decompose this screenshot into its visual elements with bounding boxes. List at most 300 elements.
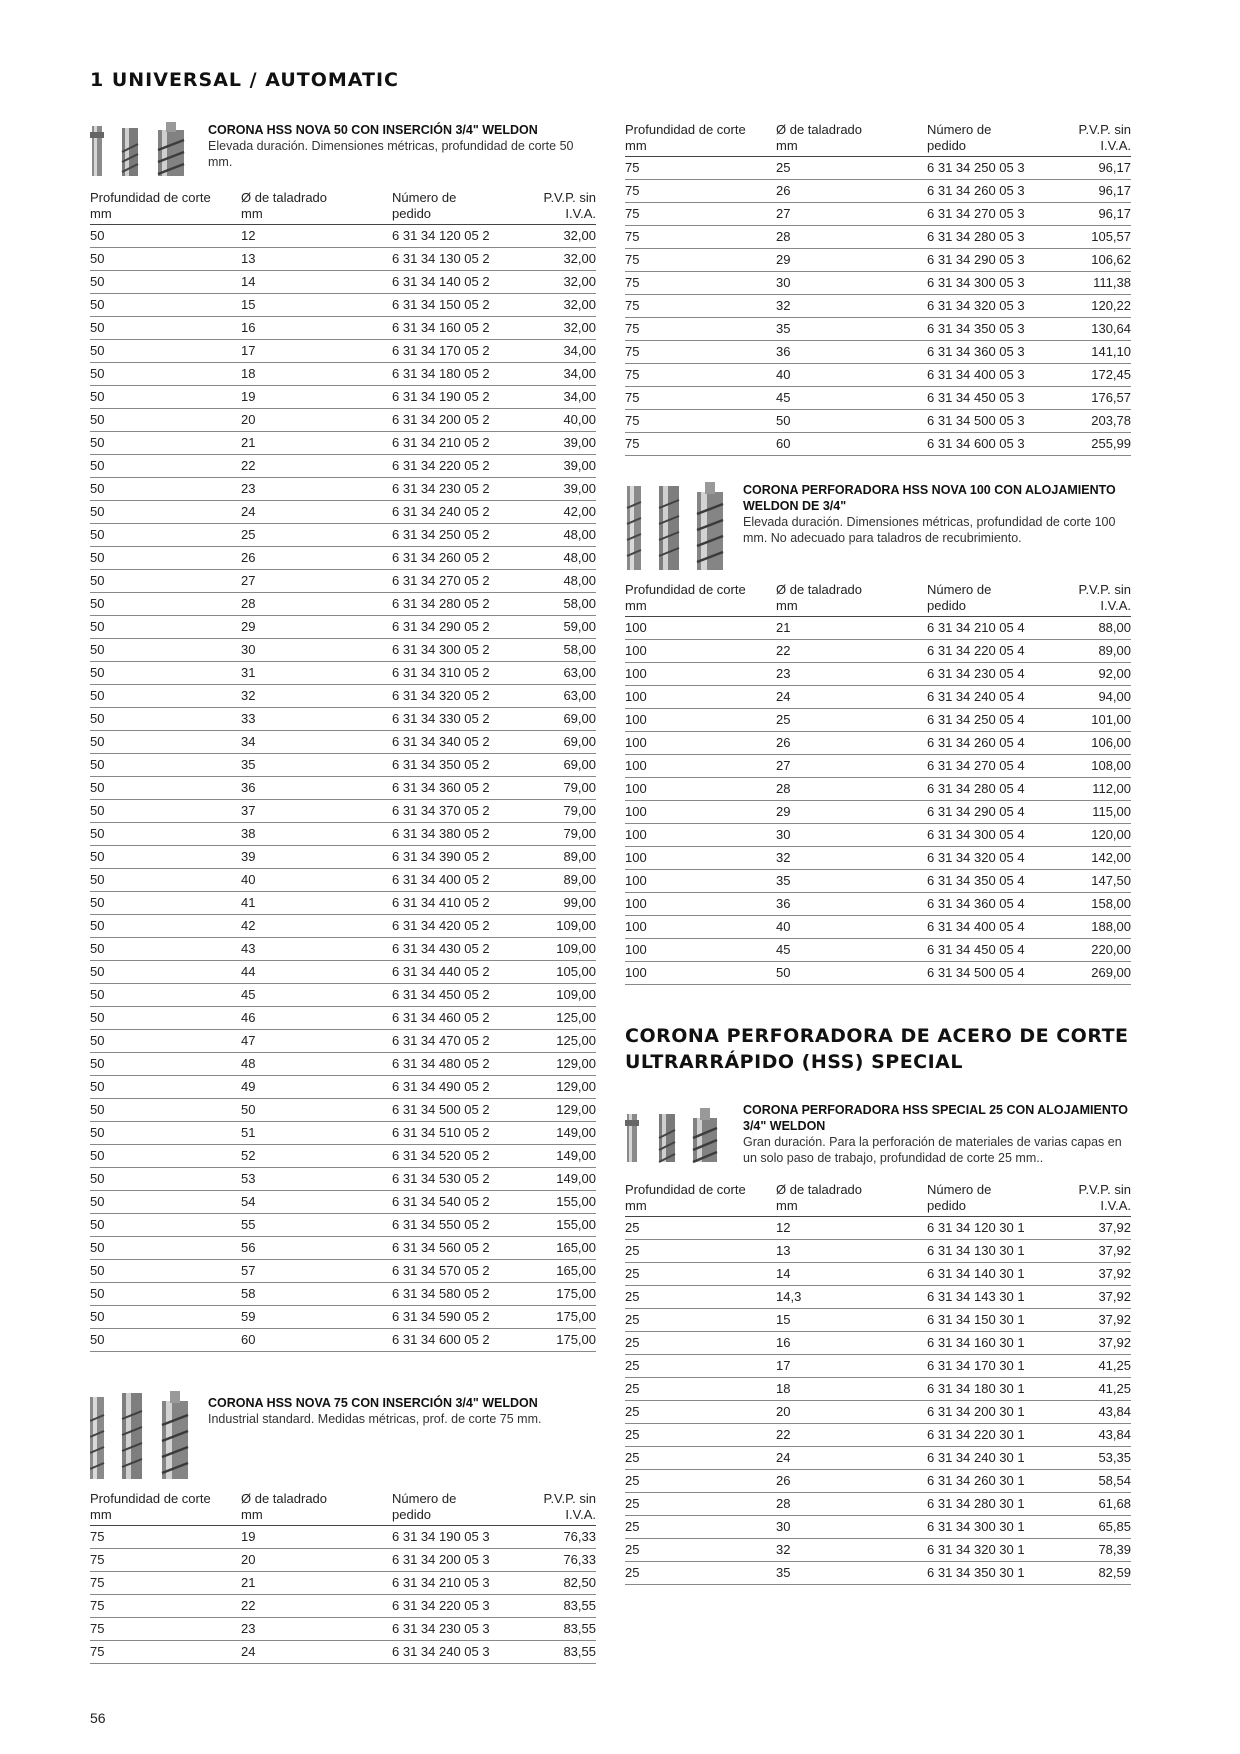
cell-order-number: 6 31 34 320 05 3 <box>927 295 1045 318</box>
cell-diameter: 35 <box>776 318 927 341</box>
table-row <box>625 249 1131 272</box>
cell-depth: 50 <box>90 593 241 616</box>
cell-depth: 50 <box>90 386 241 409</box>
cell-price: 82,59 <box>1045 1562 1131 1585</box>
table-row <box>625 1493 1131 1516</box>
cell-price: 129,00 <box>510 1053 596 1076</box>
cell-depth: 50 <box>90 800 241 823</box>
cell-order-number: 6 31 34 290 05 2 <box>392 616 510 639</box>
cell-diameter: 19 <box>241 1526 392 1549</box>
header-order: Número de <box>392 1491 457 1506</box>
cell-diameter: 40 <box>776 916 927 939</box>
cell-order-number: 6 31 34 550 05 2 <box>392 1214 510 1237</box>
product-header <box>90 1391 596 1491</box>
table-row <box>90 478 596 501</box>
cell-depth: 50 <box>90 1329 241 1352</box>
cell-price: 58,00 <box>510 593 596 616</box>
table-row <box>625 1424 1131 1447</box>
cell-diameter: 30 <box>776 824 927 847</box>
cell-diameter: 19 <box>241 386 392 409</box>
cell-depth: 75 <box>625 157 776 180</box>
cell-price: 155,00 <box>510 1214 596 1237</box>
cell-order-number: 6 31 34 240 05 4 <box>927 686 1045 709</box>
table-row <box>625 1217 1131 1240</box>
product-block-nova-100 <box>625 482 1131 985</box>
header-price: P.V.P. sin I.V.A. <box>1045 1182 1131 1217</box>
cell-price: 63,00 <box>510 662 596 685</box>
cell-depth: 75 <box>625 364 776 387</box>
cell-price: 89,00 <box>510 846 596 869</box>
core-drill-image <box>625 482 735 574</box>
cell-price: 105,00 <box>510 961 596 984</box>
cell-diameter: 33 <box>241 708 392 731</box>
cell-diameter: 14 <box>776 1263 927 1286</box>
cell-price: 165,00 <box>510 1260 596 1283</box>
table-row <box>90 225 596 248</box>
cell-order-number: 6 31 34 220 30 1 <box>927 1424 1045 1447</box>
header-price: P.V.P. sin I.V.A. <box>510 1491 596 1526</box>
cell-order-number: 6 31 34 260 05 2 <box>392 547 510 570</box>
product-title: CORONA HSS NOVA 75 CON INSERCIÓN 3/4" WELDON <box>208 1396 538 1410</box>
cell-order-number: 6 31 34 360 05 4 <box>927 893 1045 916</box>
cell-diameter: 29 <box>241 616 392 639</box>
cell-depth: 50 <box>90 1076 241 1099</box>
cell-price: 188,00 <box>1045 916 1131 939</box>
table-row <box>625 939 1131 962</box>
cell-order-number: 6 31 34 450 05 3 <box>927 387 1045 410</box>
core-drill-image <box>90 1391 200 1483</box>
core-drill-image <box>90 122 200 182</box>
cell-order-number: 6 31 34 460 05 2 <box>392 1007 510 1030</box>
cell-price: 53,35 <box>1045 1447 1131 1470</box>
cell-depth: 50 <box>90 961 241 984</box>
header-diameter: Ø de taladrado <box>241 190 328 205</box>
cell-depth: 25 <box>625 1332 776 1355</box>
cell-diameter: 30 <box>776 1516 927 1539</box>
header-price: P.V.P. sin I.V.A. <box>1045 582 1131 617</box>
table-row <box>90 1168 596 1191</box>
table-row <box>90 1595 596 1618</box>
table-row <box>90 1237 596 1260</box>
cell-diameter: 15 <box>776 1309 927 1332</box>
cell-diameter: 25 <box>776 157 927 180</box>
cell-order-number: 6 31 34 190 05 3 <box>392 1526 510 1549</box>
table-row <box>90 731 596 754</box>
cell-depth: 75 <box>625 295 776 318</box>
cell-price: 39,00 <box>510 432 596 455</box>
cell-diameter: 14,3 <box>776 1286 927 1309</box>
cell-depth: 25 <box>625 1263 776 1286</box>
table-row <box>90 1053 596 1076</box>
cell-order-number: 6 31 34 430 05 2 <box>392 938 510 961</box>
cell-price: 176,57 <box>1045 387 1131 410</box>
cell-price: 120,22 <box>1045 295 1131 318</box>
header-order-2: pedido <box>392 206 432 221</box>
table-row <box>90 869 596 892</box>
cell-order-number: 6 31 34 200 30 1 <box>927 1401 1045 1424</box>
cell-depth: 50 <box>90 294 241 317</box>
cell-order-number: 6 31 34 440 05 2 <box>392 961 510 984</box>
product-block-nova-75-continued <box>625 122 1131 456</box>
cell-diameter: 28 <box>776 778 927 801</box>
cell-diameter: 51 <box>241 1122 392 1145</box>
cell-price: 32,00 <box>510 294 596 317</box>
table-row <box>625 1309 1131 1332</box>
cell-diameter: 26 <box>776 732 927 755</box>
cell-order-number: 6 31 34 590 05 2 <box>392 1306 510 1329</box>
cell-depth: 50 <box>90 340 241 363</box>
cell-depth: 25 <box>625 1355 776 1378</box>
cell-order-number: 6 31 34 450 05 4 <box>927 939 1045 962</box>
header-depth: Profundidad de corte <box>625 122 746 137</box>
cell-order-number: 6 31 34 150 05 2 <box>392 294 510 317</box>
cell-order-number: 6 31 34 220 05 3 <box>392 1595 510 1618</box>
cell-order-number: 6 31 34 470 05 2 <box>392 1030 510 1053</box>
table-row <box>625 824 1131 847</box>
cell-depth: 50 <box>90 455 241 478</box>
cell-depth: 25 <box>625 1562 776 1585</box>
table-row <box>625 226 1131 249</box>
cell-order-number: 6 31 34 150 30 1 <box>927 1309 1045 1332</box>
cell-price: 69,00 <box>510 731 596 754</box>
cell-order-number: 6 31 34 250 05 4 <box>927 709 1045 732</box>
cell-order-number: 6 31 34 143 30 1 <box>927 1286 1045 1309</box>
table-row <box>90 570 596 593</box>
cell-order-number: 6 31 34 340 05 2 <box>392 731 510 754</box>
header-depth-unit: mm <box>625 598 647 613</box>
cell-depth: 50 <box>90 409 241 432</box>
cell-order-number: 6 31 34 210 05 2 <box>392 432 510 455</box>
cell-price: 83,55 <box>510 1641 596 1664</box>
cell-price: 79,00 <box>510 823 596 846</box>
cell-depth: 25 <box>625 1217 776 1240</box>
cell-diameter: 20 <box>241 1549 392 1572</box>
cell-order-number: 6 31 34 270 05 3 <box>927 203 1045 226</box>
cell-price: 149,00 <box>510 1168 596 1191</box>
cell-diameter: 45 <box>776 939 927 962</box>
cell-diameter: 22 <box>776 1424 927 1447</box>
product-header <box>90 122 596 190</box>
cell-depth: 50 <box>90 1030 241 1053</box>
cell-diameter: 46 <box>241 1007 392 1030</box>
cell-price: 59,00 <box>510 616 596 639</box>
cell-depth: 100 <box>625 962 776 985</box>
cell-price: 79,00 <box>510 800 596 823</box>
header-order: Número de <box>927 122 992 137</box>
cell-diameter: 13 <box>776 1240 927 1263</box>
table-row <box>625 847 1131 870</box>
cell-diameter: 29 <box>776 801 927 824</box>
cell-depth: 50 <box>90 639 241 662</box>
product-table <box>625 582 1131 985</box>
cell-diameter: 54 <box>241 1191 392 1214</box>
cell-order-number: 6 31 34 490 05 2 <box>392 1076 510 1099</box>
cell-order-number: 6 31 34 400 05 4 <box>927 916 1045 939</box>
cell-depth: 50 <box>90 1099 241 1122</box>
cell-order-number: 6 31 34 360 05 2 <box>392 777 510 800</box>
table-row <box>90 685 596 708</box>
cell-depth: 50 <box>90 1260 241 1283</box>
cell-order-number: 6 31 34 530 05 2 <box>392 1168 510 1191</box>
table-row <box>625 870 1131 893</box>
cell-depth: 75 <box>625 180 776 203</box>
cell-price: 99,00 <box>510 892 596 915</box>
cell-diameter: 48 <box>241 1053 392 1076</box>
cell-depth: 25 <box>625 1447 776 1470</box>
cell-diameter: 57 <box>241 1260 392 1283</box>
header-depth: Profundidad de corte <box>625 1182 746 1197</box>
cell-diameter: 45 <box>776 387 927 410</box>
cell-diameter: 30 <box>776 272 927 295</box>
cell-order-number: 6 31 34 500 05 4 <box>927 962 1045 985</box>
table-row <box>90 593 596 616</box>
cell-depth: 50 <box>90 984 241 1007</box>
cell-depth: 50 <box>90 846 241 869</box>
cell-price: 41,25 <box>1045 1355 1131 1378</box>
cell-diameter: 20 <box>241 409 392 432</box>
cell-diameter: 24 <box>241 1641 392 1664</box>
cell-order-number: 6 31 34 320 30 1 <box>927 1539 1045 1562</box>
cell-diameter: 18 <box>776 1378 927 1401</box>
cell-order-number: 6 31 34 500 05 2 <box>392 1099 510 1122</box>
cell-order-number: 6 31 34 520 05 2 <box>392 1145 510 1168</box>
table-row <box>625 893 1131 916</box>
cell-order-number: 6 31 34 300 30 1 <box>927 1516 1045 1539</box>
cell-depth: 100 <box>625 801 776 824</box>
header-depth-unit: mm <box>625 138 647 153</box>
cell-price: 69,00 <box>510 754 596 777</box>
table-row <box>90 915 596 938</box>
cell-depth: 100 <box>625 640 776 663</box>
cell-diameter: 42 <box>241 915 392 938</box>
cell-diameter: 47 <box>241 1030 392 1053</box>
cell-price: 96,17 <box>1045 157 1131 180</box>
cell-diameter: 28 <box>776 226 927 249</box>
cell-depth: 50 <box>90 524 241 547</box>
cell-depth: 100 <box>625 939 776 962</box>
table-row <box>625 617 1131 640</box>
cell-order-number: 6 31 34 570 05 2 <box>392 1260 510 1283</box>
cell-depth: 50 <box>90 501 241 524</box>
cell-price: 175,00 <box>510 1329 596 1352</box>
cell-diameter: 24 <box>241 501 392 524</box>
cell-price: 34,00 <box>510 386 596 409</box>
cell-diameter: 27 <box>776 755 927 778</box>
table-row <box>625 295 1131 318</box>
cell-price: 78,39 <box>1045 1539 1131 1562</box>
cell-depth: 50 <box>90 731 241 754</box>
cell-depth: 50 <box>90 708 241 731</box>
cell-price: 58,00 <box>510 639 596 662</box>
table-row <box>625 1378 1131 1401</box>
table-row <box>90 409 596 432</box>
cell-order-number: 6 31 34 280 05 4 <box>927 778 1045 801</box>
cell-depth: 25 <box>625 1309 776 1332</box>
cell-depth: 50 <box>90 616 241 639</box>
cell-diameter: 20 <box>776 1401 927 1424</box>
cell-price: 120,00 <box>1045 824 1131 847</box>
cell-diameter: 22 <box>776 640 927 663</box>
cell-price: 37,92 <box>1045 1286 1131 1309</box>
cell-diameter: 56 <box>241 1237 392 1260</box>
table-row <box>625 640 1131 663</box>
cell-order-number: 6 31 34 220 05 4 <box>927 640 1045 663</box>
cell-order-number: 6 31 34 180 05 2 <box>392 363 510 386</box>
cell-order-number: 6 31 34 250 05 3 <box>927 157 1045 180</box>
cell-diameter: 34 <box>241 731 392 754</box>
table-row <box>90 1329 596 1352</box>
cell-price: 147,50 <box>1045 870 1131 893</box>
cell-order-number: 6 31 34 380 05 2 <box>392 823 510 846</box>
cell-depth: 25 <box>625 1378 776 1401</box>
table-row <box>90 938 596 961</box>
cell-price: 129,00 <box>510 1099 596 1122</box>
cell-depth: 50 <box>90 915 241 938</box>
cell-order-number: 6 31 34 210 05 3 <box>392 1572 510 1595</box>
cell-depth: 50 <box>90 662 241 685</box>
cell-depth: 50 <box>90 363 241 386</box>
table-row <box>625 387 1131 410</box>
header-depth: Profundidad de corte <box>90 190 211 205</box>
cell-diameter: 45 <box>241 984 392 1007</box>
cell-order-number: 6 31 34 600 05 3 <box>927 433 1045 456</box>
cell-price: 255,99 <box>1045 433 1131 456</box>
table-row <box>90 1549 596 1572</box>
cell-order-number: 6 31 34 410 05 2 <box>392 892 510 915</box>
table-row <box>625 410 1131 433</box>
cell-diameter: 32 <box>241 685 392 708</box>
cell-order-number: 6 31 34 300 05 2 <box>392 639 510 662</box>
cell-order-number: 6 31 34 230 05 3 <box>392 1618 510 1641</box>
cell-depth: 50 <box>90 1122 241 1145</box>
cell-price: 92,00 <box>1045 663 1131 686</box>
cell-diameter: 38 <box>241 823 392 846</box>
cell-depth: 75 <box>90 1549 241 1572</box>
table-row <box>625 1355 1131 1378</box>
table-row <box>90 1260 596 1283</box>
cell-price: 106,62 <box>1045 249 1131 272</box>
product-table <box>90 190 596 1352</box>
header-order: Número de <box>927 582 992 597</box>
cell-order-number: 6 31 34 210 05 4 <box>927 617 1045 640</box>
cell-diameter: 35 <box>241 754 392 777</box>
cell-price: 155,00 <box>510 1191 596 1214</box>
table-row <box>625 341 1131 364</box>
table-row <box>625 732 1131 755</box>
cell-price: 37,92 <box>1045 1240 1131 1263</box>
table-row <box>90 1122 596 1145</box>
core-drill-image <box>625 1108 735 1168</box>
cell-diameter: 23 <box>776 663 927 686</box>
page-title: 1 UNIVERSAL / AUTOMATIC <box>90 69 399 91</box>
cell-diameter: 15 <box>241 294 392 317</box>
table-row <box>90 1283 596 1306</box>
cell-order-number: 6 31 34 310 05 2 <box>392 662 510 685</box>
cell-order-number: 6 31 34 270 05 4 <box>927 755 1045 778</box>
cell-price: 37,92 <box>1045 1217 1131 1240</box>
cell-depth: 50 <box>90 685 241 708</box>
product-block-special-25 <box>625 1102 1131 1585</box>
cell-depth: 50 <box>90 478 241 501</box>
cell-diameter: 50 <box>776 410 927 433</box>
cell-order-number: 6 31 34 350 30 1 <box>927 1562 1045 1585</box>
cell-diameter: 29 <box>776 249 927 272</box>
cell-order-number: 6 31 34 300 05 4 <box>927 824 1045 847</box>
cell-depth: 50 <box>90 570 241 593</box>
cell-price: 109,00 <box>510 938 596 961</box>
table-row <box>625 1401 1131 1424</box>
cell-order-number: 6 31 34 260 05 3 <box>927 180 1045 203</box>
cell-order-number: 6 31 34 240 30 1 <box>927 1447 1045 1470</box>
cell-depth: 50 <box>90 547 241 570</box>
table-row <box>625 157 1131 180</box>
cell-depth: 50 <box>90 248 241 271</box>
table-row <box>625 686 1131 709</box>
cell-order-number: 6 31 34 420 05 2 <box>392 915 510 938</box>
cell-depth: 50 <box>90 271 241 294</box>
cell-price: 32,00 <box>510 248 596 271</box>
cell-diameter: 40 <box>241 869 392 892</box>
cell-order-number: 6 31 34 130 05 2 <box>392 248 510 271</box>
header-diameter-unit: mm <box>776 1198 798 1213</box>
table-row <box>625 1562 1131 1585</box>
cell-order-number: 6 31 34 200 05 3 <box>392 1549 510 1572</box>
cell-order-number: 6 31 34 130 30 1 <box>927 1240 1045 1263</box>
cell-depth: 75 <box>625 203 776 226</box>
cell-depth: 100 <box>625 916 776 939</box>
product-table <box>625 1182 1131 1585</box>
cell-price: 111,38 <box>1045 272 1131 295</box>
table-row <box>90 800 596 823</box>
product-header <box>625 1102 1131 1182</box>
cell-price: 40,00 <box>510 409 596 432</box>
cell-diameter: 59 <box>241 1306 392 1329</box>
cell-diameter: 24 <box>776 1447 927 1470</box>
table-row <box>90 386 596 409</box>
cell-order-number: 6 31 34 250 05 2 <box>392 524 510 547</box>
header-depth-unit: mm <box>625 1198 647 1213</box>
cell-diameter: 21 <box>776 617 927 640</box>
cell-price: 34,00 <box>510 363 596 386</box>
cell-diameter: 16 <box>241 317 392 340</box>
cell-price: 125,00 <box>510 1007 596 1030</box>
cell-depth: 25 <box>625 1240 776 1263</box>
cell-depth: 75 <box>90 1572 241 1595</box>
cell-price: 63,00 <box>510 685 596 708</box>
cell-depth: 50 <box>90 1007 241 1030</box>
header-price: P.V.P. sin I.V.A. <box>1045 122 1131 157</box>
cell-diameter: 40 <box>776 364 927 387</box>
table-row <box>90 777 596 800</box>
cell-depth: 50 <box>90 1168 241 1191</box>
cell-order-number: 6 31 34 290 05 3 <box>927 249 1045 272</box>
cell-order-number: 6 31 34 280 30 1 <box>927 1493 1045 1516</box>
cell-diameter: 26 <box>241 547 392 570</box>
product-table <box>625 122 1131 456</box>
cell-order-number: 6 31 34 170 05 2 <box>392 340 510 363</box>
table-row <box>625 962 1131 985</box>
header-diameter: Ø de taladrado <box>776 582 863 597</box>
cell-price: 37,92 <box>1045 1309 1131 1332</box>
cell-price: 41,25 <box>1045 1378 1131 1401</box>
cell-price: 37,92 <box>1045 1263 1131 1286</box>
cell-depth: 75 <box>625 410 776 433</box>
cell-price: 58,54 <box>1045 1470 1131 1493</box>
header-order-2: pedido <box>927 138 967 153</box>
cell-diameter: 16 <box>776 1332 927 1355</box>
cell-order-number: 6 31 34 240 05 3 <box>392 1641 510 1664</box>
cell-diameter: 32 <box>776 295 927 318</box>
